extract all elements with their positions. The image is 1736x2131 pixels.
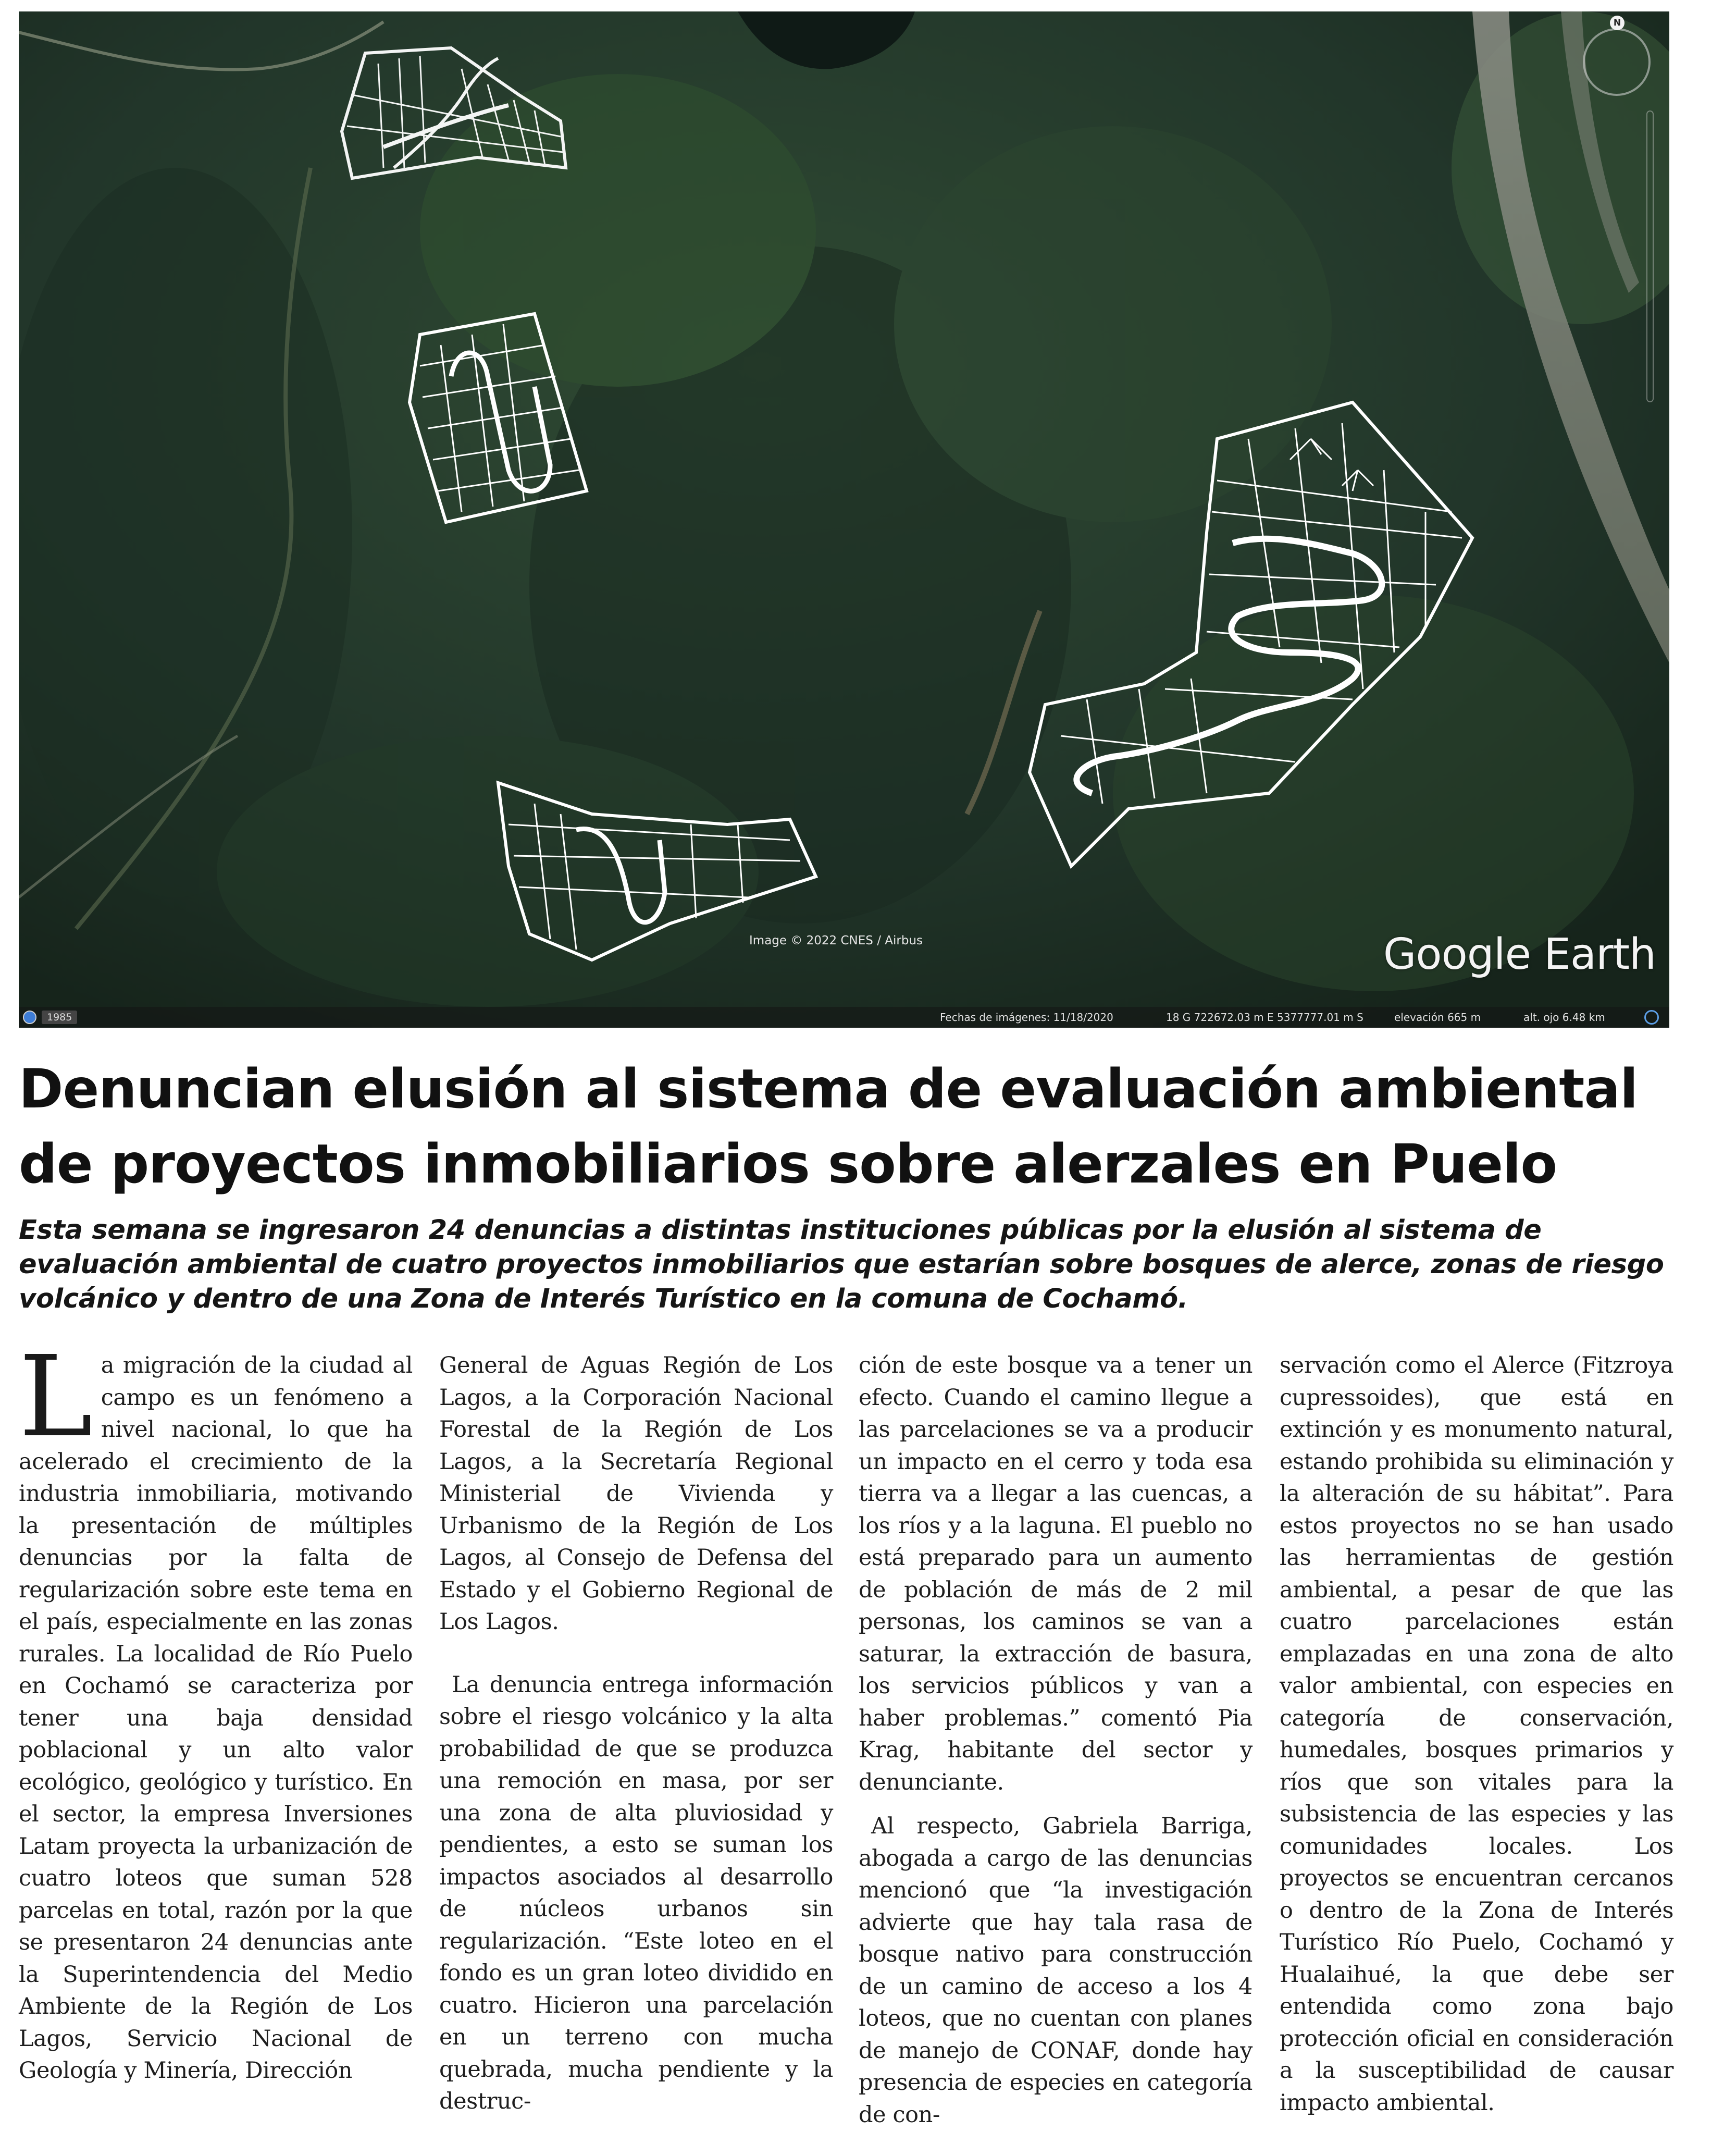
satellite-terrain bbox=[19, 11, 1669, 1028]
image-credit: Image © 2022 CNES / Airbus bbox=[749, 934, 923, 947]
article-column-2 bbox=[439, 1350, 833, 2118]
imagery-date: Fechas de imágenes: 11/18/2020 bbox=[940, 1011, 1113, 1024]
google-earth-logo: Google Earth bbox=[1383, 930, 1656, 979]
drop-cap: L bbox=[19, 1332, 93, 1462]
headline-line-1: Denuncian elusión al sistema de evaluación ambiental bbox=[19, 1058, 1638, 1120]
compass-icon[interactable] bbox=[1578, 16, 1661, 99]
headline-line-2: de proyectos inmobiliarios sobre alerzales en Puelo bbox=[19, 1133, 1557, 1196]
article-column-3 bbox=[859, 1350, 1253, 2131]
deck-summary: Esta semana se ingresaron 24 denuncias a distintas instituciones públicas por la elusión al sistema de evaluación ambiental de cuatro proyectos inmobiliarios que estarían sobre bosques de alerce, zonas de riesgo volcánico y dentro de una Zona de Interés Turístico en la comuna de Cochamó. bbox=[19, 1215, 1664, 1314]
column-3-paragraph-1: ción de este bosque va a tener un efecto. Cuando el camino llegue a las parcelaciones se va a producir un impacto en el cerro y toda esa tierra va a llegar a las cuencas, a los ríos y a la laguna. El pueblo no está preparado para un aumento de población de más de 2 mil personas, los caminos se van a saturar, la extracción de basura, los servicios públicos y van a haber problemas.” comentó Pia Krag, habitante del sector y denunciante. bbox=[859, 1352, 1253, 1795]
article-column-1 bbox=[19, 1332, 413, 2087]
article-column-4 bbox=[1280, 1350, 1673, 2119]
status-bar bbox=[19, 1007, 1669, 1028]
coordinates-readout: 18 G 722672.03 m E 5377777.01 m S bbox=[1166, 1011, 1363, 1024]
clock-icon[interactable] bbox=[23, 1011, 36, 1024]
column-2-paragraph-2: La denuncia entrega información sobre el riesgo volcánico y la alta probabilidad de que se produzca una remoción en masa, por ser una zona de alta pluviosidad y pendientes, a esto se suman los impactos asociados al desarrollo de núcleos urbanos sin regularización. “Este loteo en el fondo es un gran loteo dividido en cuatro. Hicieron una parcelación en un terreno con mucha quebrada, mucha pendiente y la destruc- bbox=[439, 1671, 833, 2114]
compass-ring bbox=[1583, 28, 1651, 96]
year-badge[interactable]: 1985 bbox=[42, 1011, 77, 1024]
column-3-paragraph-2: Al respecto, Gabriela Barriga, abogada a cargo de las denuncias mencionó que “la investigación advierte que hay tala rasa de bosque nativo para construcción de un camino de acceso a los 4 loteos, que no cuentan con planes de manejo de CONAF, donde hay presencia de especies en categoría de con- bbox=[859, 1813, 1253, 2128]
column-1-paragraph-1: a migración de la ciudad al campo es un fenómeno a nivel nacional, lo que ha acelerado el crecimiento de la industria inmobiliaria, motivando la presentación de múltiples denuncias por la falta de regularización sobre este tema en el país, especialmente en las zonas rurales. La localidad de Río Puelo en Cochamó se caracteriza por tener una baja densidad poblacional y un alto valor ecológico, geológico y turístico. En el sector, la empresa Inversiones Latam proyecta la urbanización de cuatro loteos que suman 528 parcelas en total, razón por la que se presentaron 24 denuncias ante la Superintendencia del Medio Ambiente de la Región de Los Lagos, Servicio Nacional de Geología y Minería, Dirección bbox=[19, 1352, 413, 2084]
headline bbox=[19, 1052, 1686, 1202]
status-ring-icon bbox=[1644, 1010, 1659, 1025]
elevation-readout: elevación 665 m bbox=[1394, 1011, 1481, 1024]
satellite-photo bbox=[19, 11, 1669, 1028]
column-4-paragraph-1: servación como el Alerce (Fitzroya cupressoides), que está en extinción y es monumento natural, estando prohibida su eliminación y la alteración de su hábitat”. Para estos proyectos no se han usado las herramientas de gestión ambiental, a pesar de que las cuatro parcelaciones están emplazadas en una zona de alto valor ambiental, con especies en categoría de conservación, humedales, bosques primarios y ríos que son vitales para la subsistencia de las especies y las comunidades locales. Los proyectos se encuentran cercanos o dentro de la Zona de Interés Turístico Río Puelo, Cochamó y Hualaihué, la que debe ser entendida como zona bajo protección oficial en consideración a la susceptibilidad de causar impacto ambiental. bbox=[1280, 1352, 1673, 2116]
eye-altitude-readout: alt. ojo 6.48 km bbox=[1523, 1011, 1605, 1024]
zoom-slider-icon[interactable] bbox=[1646, 110, 1654, 402]
compass-north-label: N bbox=[1610, 16, 1625, 30]
column-2-paragraph-1: General de Aguas Región de Los Lagos, a la Corporación Nacional Forestal de la Región de Los Lagos, a la Secretaría Regional Ministerial de Vivienda y Urbanismo de la Región de Los Lagos, al Consejo de Defensa del Estado y el Gobierno Regional de Los Lagos. bbox=[439, 1352, 833, 1635]
